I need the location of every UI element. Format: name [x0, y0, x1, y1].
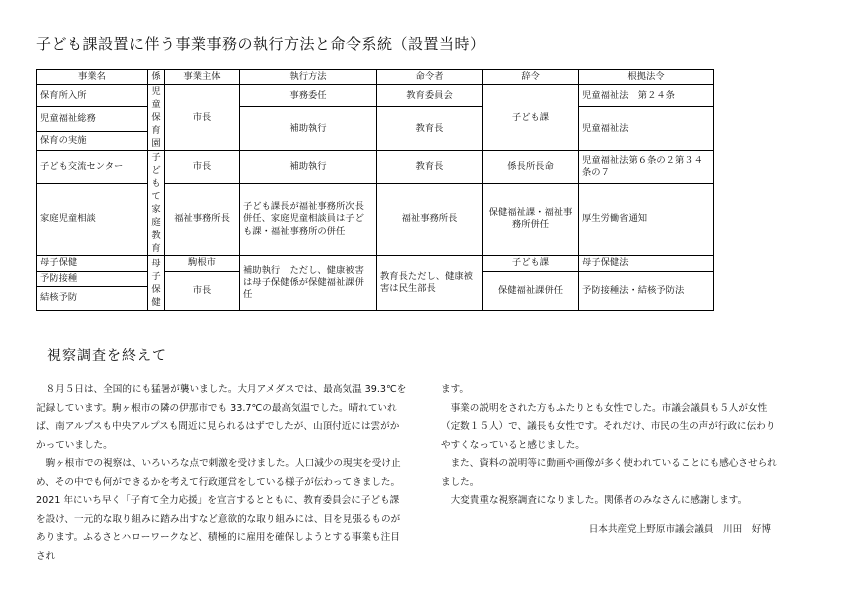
cell-meirei: 教育長	[377, 107, 483, 151]
header-cell: 根拠法令	[579, 70, 714, 85]
cell-kakari-boshihoken: 母 子 保 健	[148, 256, 165, 311]
cell-name: 母子保健	[37, 256, 148, 271]
cell-law: 児童福祉法	[579, 107, 714, 151]
cell-law: 予防接種法・結核予防法	[579, 271, 714, 310]
paragraph: 事業の説明をされた方もふたりとも女性でした。市議会議員も５人が女性（定数１５人）で、議長も女性です。それだけ、市民の生の声が行政に伝わりやすくなっていると感じました。	[441, 402, 776, 451]
header-cell: 事業名	[37, 70, 148, 85]
paragraph: ます。	[441, 384, 470, 395]
cell-method: 子ども課長が福祉事務所次長併任、家庭児童相談員は子ども課・福祉事務所の併任	[240, 183, 377, 256]
cell-name: 家庭児童相談	[37, 183, 148, 256]
header-cell: 係	[148, 70, 165, 85]
cell-name: 予防接種	[37, 271, 148, 286]
table-header-row	[37, 70, 714, 85]
cell-jirei: 子ども課	[483, 256, 579, 271]
cell-shutai: 市長	[165, 271, 240, 310]
table-row	[37, 256, 714, 271]
body-left-column	[36, 381, 408, 566]
cell-method: 補助執行	[240, 151, 377, 183]
cell-kakari-kosodate: 子 ど も て 家 庭 教 育	[148, 151, 165, 256]
cell-shutai: 市長	[165, 151, 240, 183]
table-row	[37, 151, 714, 183]
page-title: 子ども課設置に伴う事業事務の執行方法と命令系統（設置当時）	[36, 35, 486, 53]
cell-name: 子ども交流センター	[37, 151, 148, 183]
paragraph: 駒ヶ根市での視察は、いろいろな点で刺激を受けました。人口減少の現実を受け止め、その中でも何ができるかを考えて行政運営をしている様子が伝わってきました。2021 年にいち早く「子育て全力応援」を宣言するとともに、教育委員会に子ども課を設け、一元的な取り組みに踏み出すなど意欲的な取り組みには、目を見張るものがあります。ふるさとハローワークなど、積極的に雇用を確保しようとする事業も注目され	[36, 458, 401, 562]
cell-method: 事務委任	[240, 85, 377, 107]
table-row	[37, 85, 714, 107]
cell-shutai: 駒根市	[165, 256, 240, 271]
cell-kakari-jidohoikuen: 児 童 保 育 園	[148, 85, 165, 151]
cell-name: 児童福祉総務	[37, 107, 148, 132]
cell-law: 児童福祉法第６条の２第３４条の７	[579, 151, 714, 183]
cell-law: 児童福祉法 第２４条	[579, 85, 714, 107]
cell-meirei: 教育委員会	[377, 85, 483, 107]
cell-jirei: 係長所長命	[483, 151, 579, 183]
paragraph: ８月５日は、全国的にも猛暑が襲いました。大月アメダスでは、最高気温 39.3℃を記録しています。駒ヶ根市の隣の伊那市でも 33.7℃の最高気温でした。晴れていれば、南アルプスも中央アルプスも間近に見られるはずでしたが、山頂付近には雲がかかっていました。	[36, 384, 407, 451]
table-row	[37, 107, 714, 132]
cell-jirei: 保健福祉課併任	[483, 271, 579, 310]
cell-method: 補助執行	[240, 107, 377, 151]
paragraph: また、資料の説明等に動画や画像が多く使われていることにも感心させられました。	[441, 458, 777, 488]
cell-meirei: 教育長ただし、健康被害は民生部長	[377, 256, 483, 311]
cell-law: 厚生労働省通知	[579, 183, 714, 256]
header-cell: 事業主体	[165, 70, 240, 85]
cell-meirei: 福祉事務所長	[377, 183, 483, 256]
cell-name: 結核予防	[37, 287, 148, 311]
cell-jirei: 子ども課	[483, 85, 579, 151]
cell-shutai: 市長	[165, 85, 240, 151]
table-row	[37, 183, 714, 256]
execution-table	[36, 69, 714, 311]
header-cell: 執行方法	[240, 70, 377, 85]
paragraph: 大変貴重な視察調査になりました。関係者のみなさんに感謝します。	[450, 495, 748, 506]
signature: 日本共産党上野原市議会議員 川田 好博	[588, 523, 771, 535]
header-cell: 辞令	[483, 70, 579, 85]
cell-meirei: 教育長	[377, 151, 483, 183]
cell-name: 保育所入所	[37, 85, 148, 107]
cell-law: 母子保健法	[579, 256, 714, 271]
section-title: 視察調査を終えて	[47, 348, 167, 364]
body-right-column	[441, 381, 777, 539]
cell-jirei: 保健福祉課・福祉事務所併任	[483, 183, 579, 256]
cell-method: 補助執行 ただし、健康被害は母子保健係が保健福祉課併任	[240, 256, 377, 311]
cell-shutai: 福祉事務所長	[165, 183, 240, 256]
cell-name: 保育の実施	[37, 132, 148, 151]
header-cell: 命令者	[377, 70, 483, 85]
